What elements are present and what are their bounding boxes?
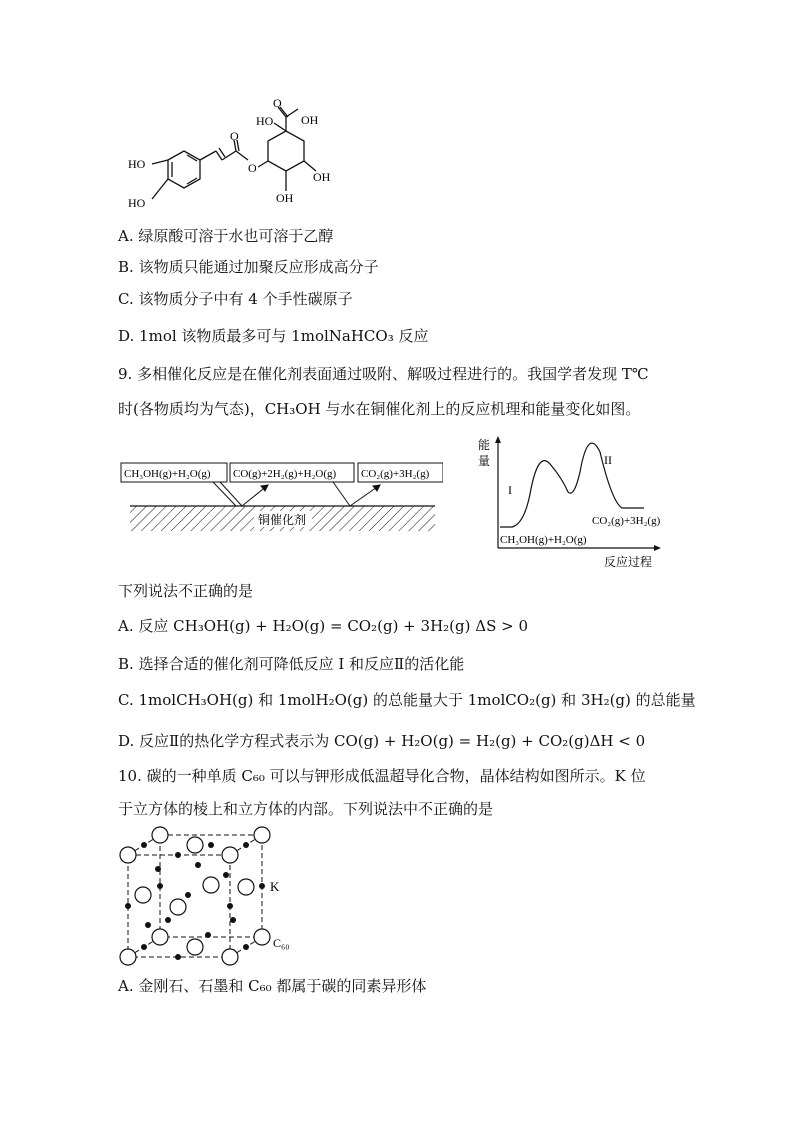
product-level-label: CO₂(g)+3H₂(g) (592, 515, 661, 527)
q10-stem-line2: 于立方体的棱上和立方体的内部。下列说法中不正确的是 (118, 800, 494, 818)
label-oh: OH (313, 170, 331, 184)
label-oh: OH (276, 191, 294, 205)
catalyst-mechanism-diagram (118, 455, 443, 535)
q9-prompt: 下列说法不正确的是 (118, 582, 254, 600)
label-oh: OH (301, 113, 319, 127)
q9-stem-line2: 时(各物质均为气态)，CH₃OH 与水在铜催化剂上的反应机理和能量变化如图。 (118, 400, 641, 418)
label-ho: HO (256, 114, 274, 128)
q9-option-d: D. 反应Ⅱ的热化学方程式表示为 CO(g) + H₂O(g) = H₂(g) + CO₂(g)ΔH < 0 (118, 732, 646, 750)
svg-text:量: 量 (478, 454, 491, 468)
crystal-structure-diagram (118, 825, 298, 970)
q10-stem-line1: 10. 碳的一种单质 C₆₀ 可以与钾形成低温超导化合物，晶体结构如图所示。K 位 (118, 767, 646, 785)
q9-option-c: C. 1molCH₃OH(g) 和 1molH₂O(g) 的总能量大于 1molCO₂(g) 和 3H₂(g) 的总能量 (118, 691, 696, 709)
x-axis-label: 反应过程 (604, 555, 653, 569)
q9-option-b: B. 选择合适的催化剂可降低反应 I 和反应Ⅱ的活化能 (118, 655, 465, 673)
svg-text:CO₂(g)+3H₂(g): CO₂(g)+3H₂(g) (361, 468, 430, 480)
catalyst-label: 铜催化剂 (258, 513, 307, 527)
svg-text:CO(g)+2H₂(g)+H₂O(g): CO(g)+2H₂(g)+H₂O(g) (233, 468, 337, 480)
label-ho: HO (128, 157, 146, 171)
k-label: K (270, 879, 280, 894)
peak-ii-label: II (604, 453, 612, 467)
label-o: O (230, 129, 239, 143)
svg-text:CH₃OH(g)+H₂O(g): CH₃OH(g)+H₂O(g) (124, 468, 211, 480)
q9-option-a: A. 反应 CH₃OH(g) + H₂O(g) = CO₂(g) + 3H₂(g) ΔS > 0 (118, 617, 528, 635)
c60-label: C₆₀ (273, 936, 290, 950)
q8-option-a: A. 绿原酸可溶于水也可溶于乙醇 (118, 227, 334, 245)
q8-option-c: C. 该物质分子中有 4 个手性碳原子 (118, 290, 353, 308)
peak-i-label: I (508, 483, 512, 497)
q9-stem-line1: 9. 多相催化反应是在催化剂表面通过吸附、解吸过程进行的。我国学者发现 T℃ (118, 365, 649, 383)
label-o: O (248, 161, 257, 175)
q8-option-b: B. 该物质只能通过加聚反应形成高分子 (118, 258, 379, 276)
chlorogenic-acid-structure (118, 95, 348, 220)
q10-option-a: A. 金刚石、石墨和 C₆₀ 都属于碳的同素异形体 (118, 977, 427, 995)
label-ho: HO (128, 196, 146, 210)
q8-option-d: D. 1mol 该物质最多可与 1molNaHCO₃ 反应 (118, 327, 429, 345)
label-o: O (273, 96, 282, 110)
svg-text:能: 能 (478, 438, 491, 452)
energy-profile-diagram (472, 432, 667, 572)
reactant-level-label: CH₃OH(g)+H₂O(g) (500, 534, 587, 546)
